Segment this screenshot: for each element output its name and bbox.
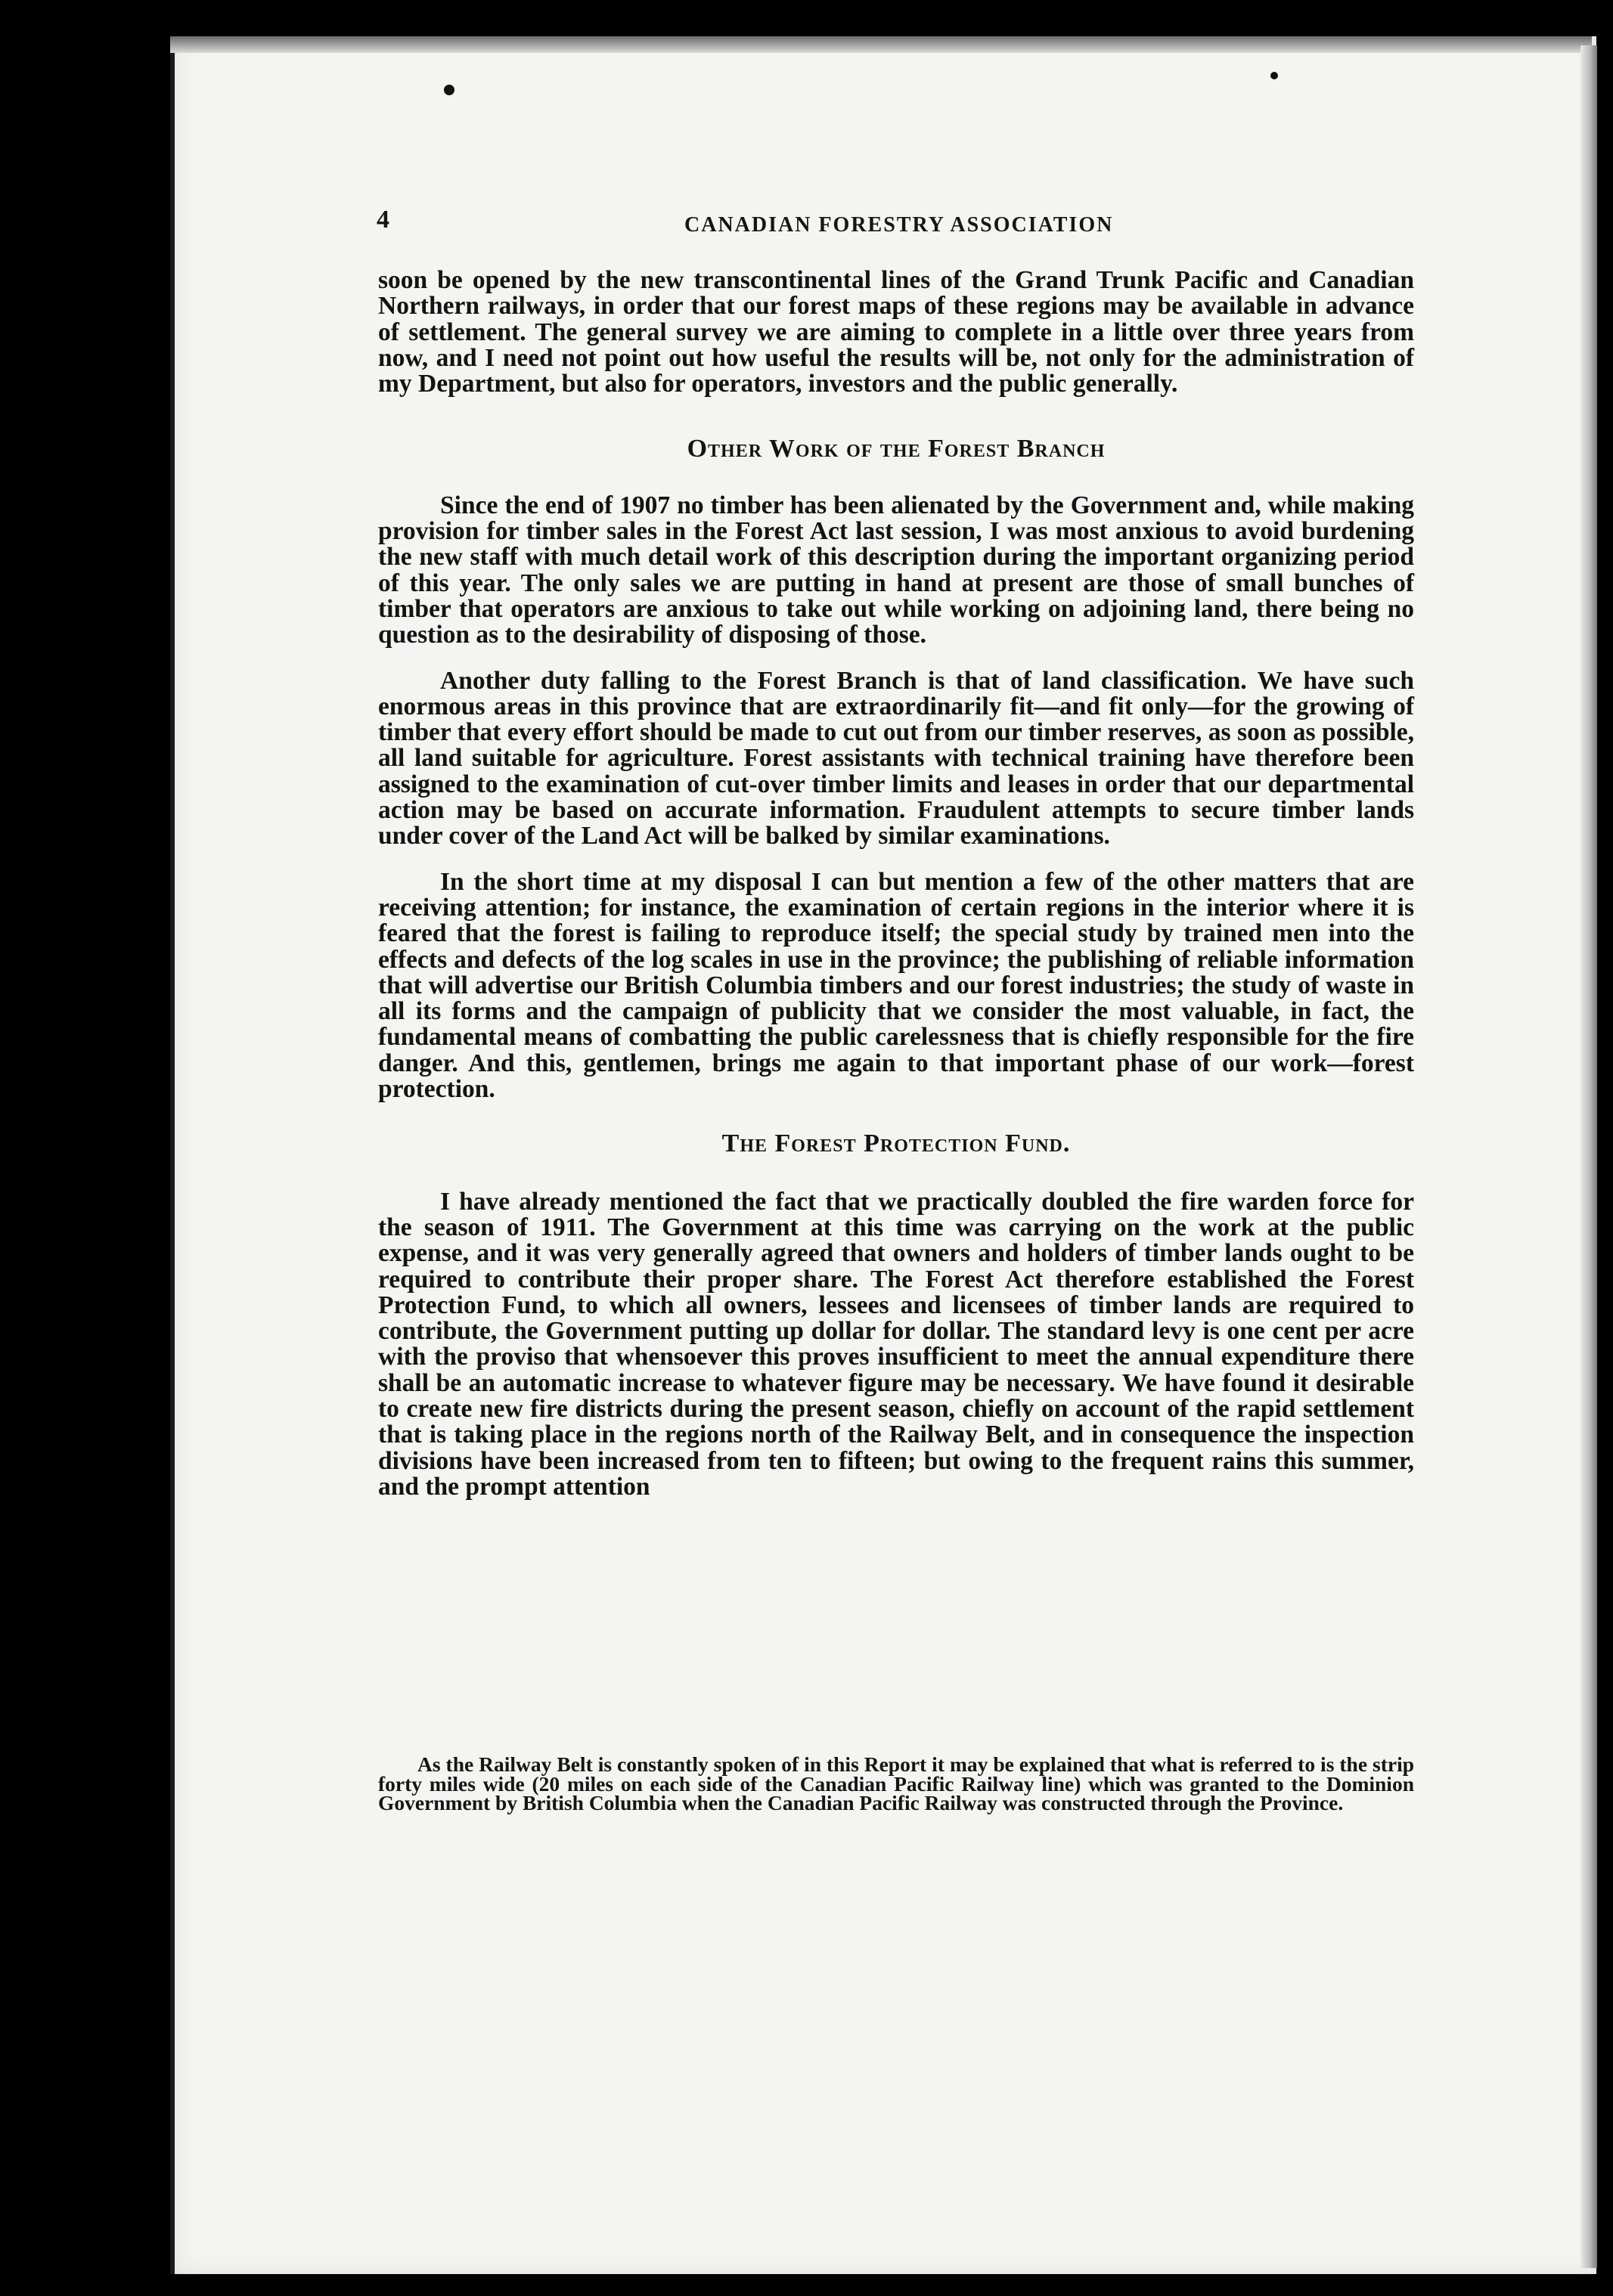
paragraph-continued: soon be opened by the new transcontinental lines of the Grand Trunk Pacific and Canadian Northern railways, in order that our forest maps of these regions may be available in advance of settlement. The general survey we are aiming to complete in a little over three years from now, and I need not point out how useful the results will be, not only for the administration of my Department, but also for operators, investors and the public generally. [378, 266, 1414, 398]
binding-hole-mark [444, 85, 454, 95]
paragraph: In the short time at my disposal I can but mention a few of the other matters that are receiving attention; for instance, the examination of certain regions in the interior where it is feared that the forest is failing to reproduce itself; the special study by trained men into the effects and defects of the log scales in use in the province; the publishing of reliable information that will advertise our British Columbia timbers and our forest industries; the study of waste in all its forms and the campaign of publicity that we consider the most valuable, in fact, the fundamental means of combatting the public carelessness that is chiefly responsible for the fire danger. And this, gentlemen, brings me again to that important phase of our work—forest protection. [378, 867, 1414, 1104]
section-heading-protection-fund: The Forest Protection Fund. [721, 1129, 1071, 1158]
page-number: 4 [377, 206, 389, 234]
document-body [378, 268, 1414, 1500]
page-top-edge [170, 36, 1592, 53]
paragraph: Since the end of 1907 no timber has been alienated by the Government and, while making provision for timber sales in the Forest Act last session, I was most anxious to avoid burdening the new staff with much detail work of this description during the important organizing period of this year. The only sales we are putting in hand at present are those of small bunches of timber that operators are anxious to take out while working on adjoining land, there being no question as to the desirability of disposing of those. [378, 491, 1414, 649]
binding-hole-mark [1270, 72, 1278, 79]
footnote: As the Railway Belt is constantly spoken of in this Report it may be explained that what is referred to is the strip forty miles wide (20 miles on each side of the Canadian Pacific Railway line) which was granted to the Dominion Government by British Columbia when the Canadian Pacific Railway was constructed through the Province. [378, 1752, 1414, 1814]
paragraph: I have already mentioned the fact that we practically doubled the fire warden force for the season of 1911. The Government at this time was carrying on the work at the public expense, and it was very generally agreed that owners and holders of timber lands ought to be required to contribute their proper share. The Forest Act therefore established the Forest Protection Fund, to which all owners, lessees and licensees of timber lands are required to contribute, the Government putting up dollar for dollar. The standard levy is one cent per acre with the proviso that whensoever this proves insufficient to meet the annual expenditure there shall be an automatic increase to whatever figure may be necessary. We have found it desirable to create new fire districts during the present season, chiefly on account of the rapid settlement that is taking place in the regions north of the Railway Belt, and in consequence the inspection divisions have been increased from ten to fifteen; but owing to the frequent rains this summer, and the prompt attention [378, 1187, 1414, 1501]
section-heading-other-work: Other Work of the Forest Branch [687, 435, 1106, 463]
running-title: CANADIAN FORESTRY ASSOCIATION [684, 213, 1114, 237]
page-right-edge [1580, 45, 1597, 2268]
paragraph: Another duty falling to the Forest Branch is that of land classification. We have such enormous areas in this province that are extraordinarily fit—and fit only—for the growing of timber that every effort should be made to cut out from our timber reserves, as soon as possible, all land suitable for agriculture. Forest assistants with technical training have therefore been assigned to the examination of cut-over timber limits and leases in order that our departmental action may be based on accurate information. Fraudulent attempts to secure timber lands under cover of the Land Act will be balked by similar examinations. [378, 666, 1414, 851]
